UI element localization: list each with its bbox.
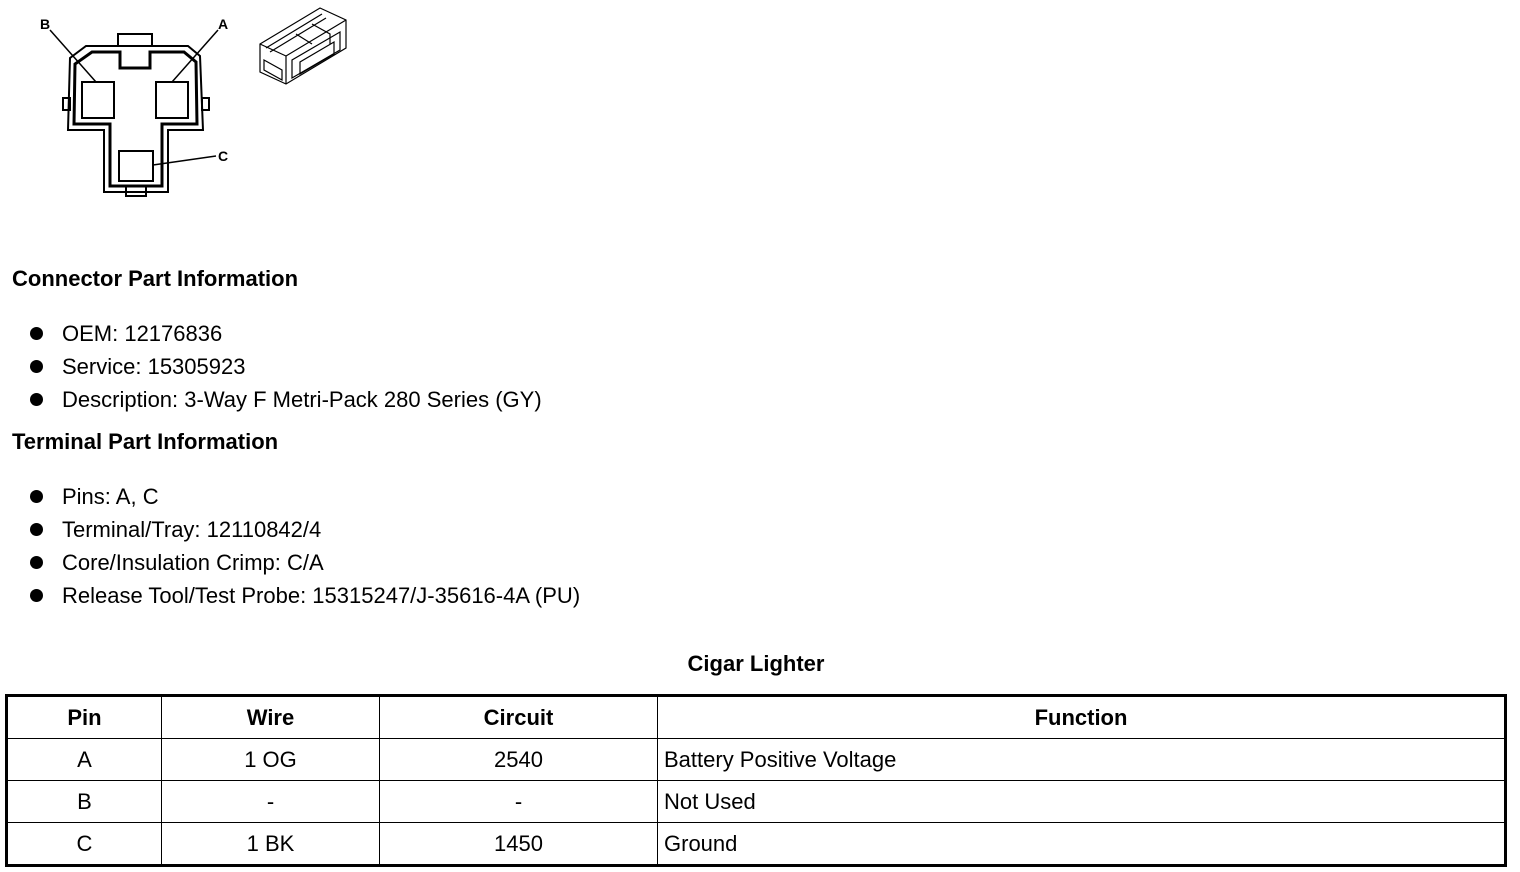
bullet-icon [30, 523, 43, 536]
cell-circuit: 1450 [380, 823, 658, 866]
cell-wire: - [162, 781, 380, 823]
list-item [28, 383, 542, 416]
cell-pin: C [7, 823, 162, 866]
pinout-table [5, 694, 1507, 867]
connector-description: Description: 3-Way F Metri-Pack 280 Series (GY) [62, 387, 542, 412]
cell-wire: 1 OG [162, 739, 380, 781]
table-title: Cigar Lighter [687, 651, 825, 676]
connector-diagram [0, 0, 360, 210]
table-row [7, 823, 1506, 866]
list-item [28, 350, 542, 383]
header-wire: Wire [162, 696, 380, 739]
table-row [7, 739, 1506, 781]
bullet-icon [30, 490, 43, 503]
table-header-row [7, 696, 1506, 739]
table-row [7, 781, 1506, 823]
pin-label-a: A [218, 16, 229, 32]
bullet-icon [30, 327, 43, 340]
cell-pin: B [7, 781, 162, 823]
connector-info-list [28, 317, 542, 416]
header-function: Function [658, 696, 1506, 739]
connector-section-title: Connector Part Information [12, 266, 299, 291]
cell-circuit: - [380, 781, 658, 823]
connector-illustration [260, 8, 346, 84]
cell-circuit: 2540 [380, 739, 658, 781]
list-item [28, 579, 580, 612]
terminal-release-tool: Release Tool/Test Probe: 15315247/J-35616-4A (PU) [62, 583, 581, 608]
pin-label-c: C [218, 148, 229, 164]
cell-function: Not Used [658, 781, 1506, 823]
bullet-icon [30, 393, 43, 406]
list-item [28, 546, 580, 579]
bullet-icon [30, 556, 43, 569]
list-item [28, 317, 542, 350]
connector-oem: OEM: 12176836 [62, 321, 223, 346]
cell-pin: A [7, 739, 162, 781]
terminal-info-list [28, 480, 580, 612]
terminal-section-title: Terminal Part Information [12, 429, 279, 454]
list-item [28, 513, 580, 546]
bullet-icon [30, 360, 43, 373]
header-pin: Pin [7, 696, 162, 739]
cell-function: Ground [658, 823, 1506, 866]
bullet-icon [30, 589, 43, 602]
connector-service: Service: 15305923 [62, 354, 246, 379]
list-item [28, 480, 580, 513]
terminal-tray: Terminal/Tray: 12110842/4 [62, 517, 322, 542]
terminal-pins: Pins: A, C [62, 484, 159, 509]
cell-function: Battery Positive Voltage [658, 739, 1506, 781]
header-circuit: Circuit [380, 696, 658, 739]
cell-wire: 1 BK [162, 823, 380, 866]
pin-label-b: B [40, 16, 51, 32]
terminal-crimp: Core/Insulation Crimp: C/A [62, 550, 324, 575]
